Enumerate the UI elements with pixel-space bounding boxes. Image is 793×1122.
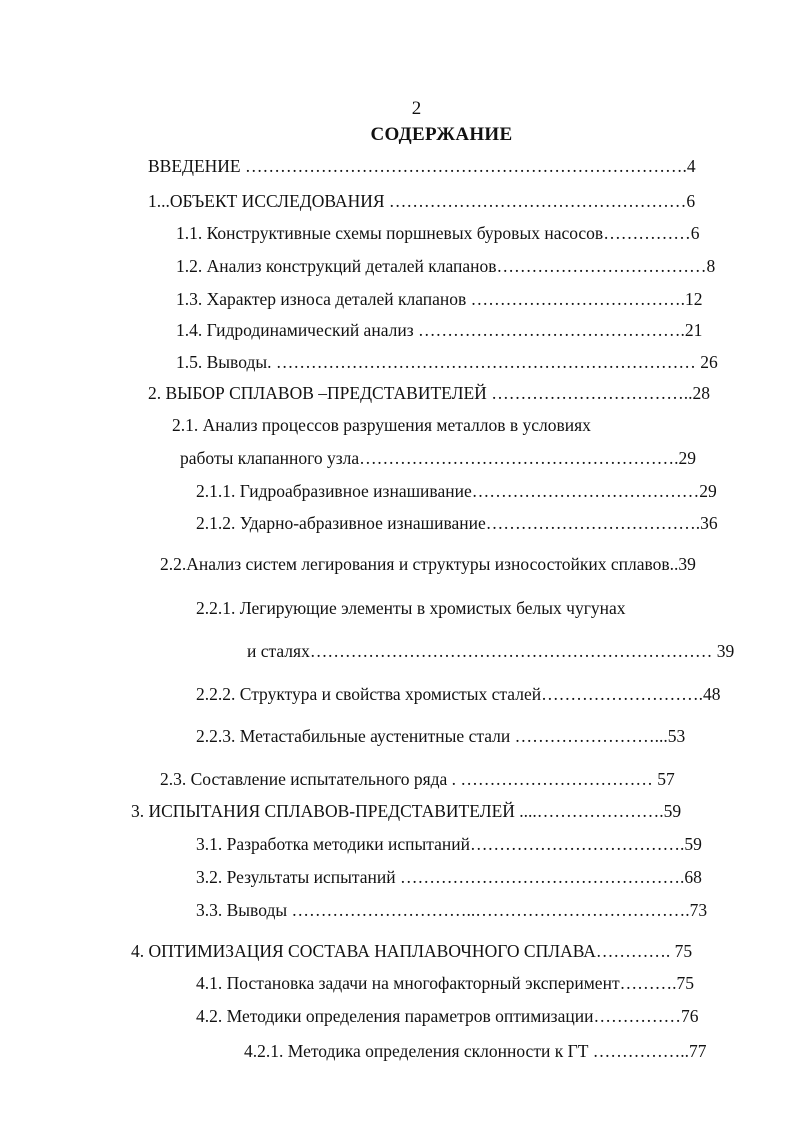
toc-entry-2-2-2: 2.2.2. Структура и свойства хромистых сталей……………………….48 (196, 684, 721, 704)
toc-entry-introduction: ВВЕДЕНИЕ ………………………………………………………………….4 (148, 156, 696, 176)
toc-entry-2-1: 2.1. Анализ процессов разрушения металлов в условиях (172, 415, 591, 435)
toc-entry-1-1: 1.1. Конструктивные схемы поршневых буровых насосов……………6 (176, 223, 700, 243)
toc-entry-1-4: 1.4. Гидродинамический анализ ……………………………………….21 (176, 320, 703, 340)
toc-entry-2-2-3: 2.2.3. Метастабильные аустенитные стали ……………………...53 (196, 726, 686, 746)
toc-entry-1-5: 1.5. Выводы. ……………………………………………………………… 26 (176, 352, 718, 372)
toc-entry-1-3: 1.3. Характер износа деталей клапанов ……………………………….12 (176, 289, 703, 309)
toc-entry-4: 4. ОПТИМИЗАЦИЯ СОСТАВА НАПЛАВОЧНОГО СПЛАВА…………. 75 (131, 941, 693, 961)
toc-entry-4-2-1: 4.2.1. Методика определения склонности к ГТ ……………..77 (244, 1041, 707, 1061)
toc-entry-2-1-continued: работы клапанного узла……………………………………………….29 (180, 448, 697, 468)
page-title: СОДЕРЖАНИЕ (370, 124, 513, 145)
toc-entry-4-1: 4.1. Постановка задачи на многофакторный эксперимент……….75 (196, 973, 694, 993)
toc-entry-3-2: 3.2. Результаты испытаний ………………………………………….68 (196, 867, 702, 887)
page-number: 2 (411, 98, 422, 119)
toc-entry-2: 2. ВЫБОР СПЛАВОВ –ПРЕДСТАВИТЕЛЕЙ ……………………………..28 (148, 383, 710, 403)
toc-entry-4-2: 4.2. Методики определения параметров оптимизации……………76 (196, 1006, 699, 1026)
toc-entry-2-3: 2.3. Составление испытательного ряда . …………………………… 57 (160, 769, 675, 789)
toc-entry-1-2: 1.2. Анализ конструкций деталей клапанов………………………………8 (176, 256, 716, 276)
toc-entry-2-1-1: 2.1.1. Гидроабразивное изнашивание…………………………………29 (196, 481, 717, 501)
toc-entry-3-3: 3.3. Выводы …………………………..……………………………….73 (196, 900, 708, 920)
toc-entry-2-2: 2.2.Анализ систем легирования и структуры износостойких сплавов..39 (160, 554, 696, 574)
toc-entry-2-2-1: 2.2.1. Легирующие элементы в хромистых белых чугунах (196, 598, 626, 618)
toc-entry-3-1: 3.1. Разработка методики испытаний……………………………….59 (196, 834, 702, 854)
toc-entry-1: 1...ОБЪЕКТ ИССЛЕДОВАНИЯ ……………………………………………6 (148, 191, 696, 211)
toc-entry-2-2-1-continued: и сталях…………………………………………………………… 39 (247, 641, 735, 661)
toc-entry-3: 3. ИСПЫТАНИЯ СПЛАВОВ-ПРЕДСТАВИТЕЛЕЙ ....………………….59 (131, 801, 682, 821)
toc-entry-2-1-2: 2.1.2. Ударно-абразивное изнашивание……………………………….36 (196, 513, 718, 533)
